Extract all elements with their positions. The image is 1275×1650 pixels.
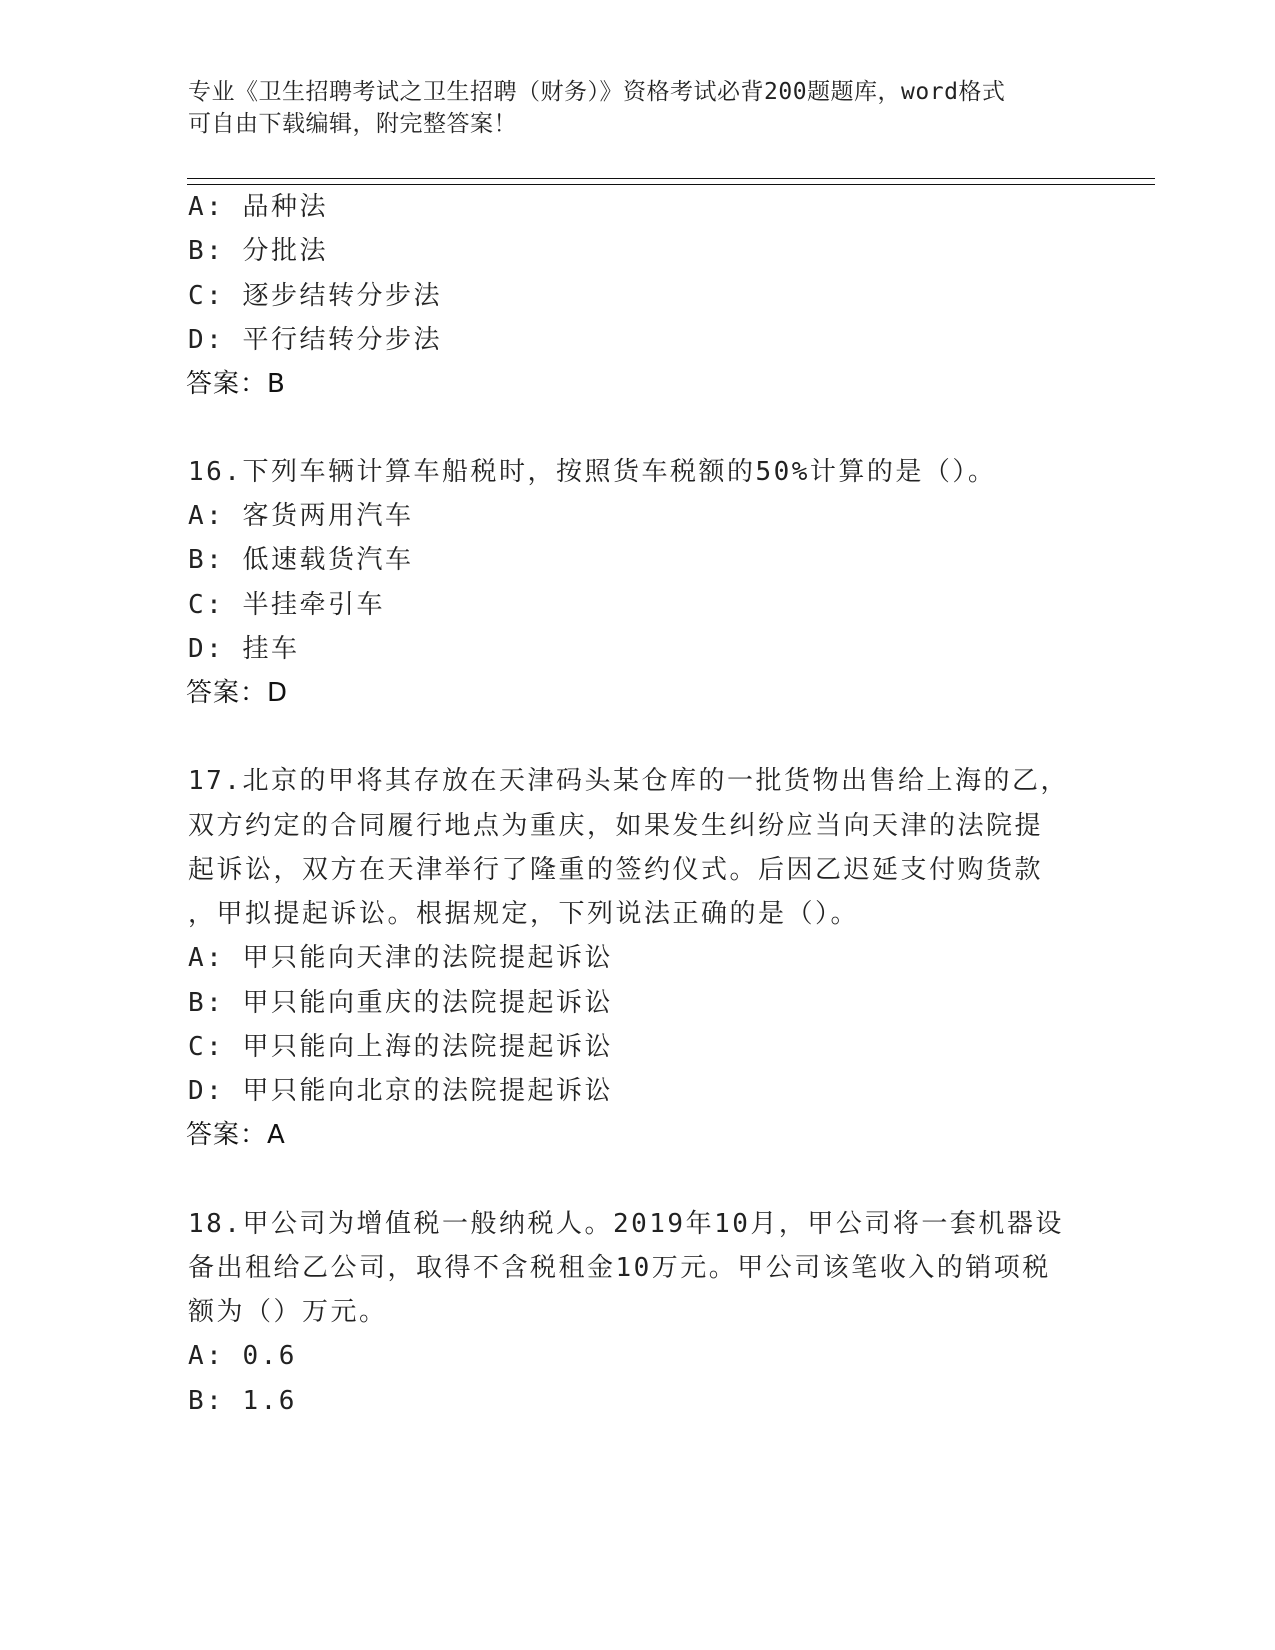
q18-stem-line-2: 备出租给乙公司，取得不含税租金10万元。甲公司该笔收入的销项税 (188, 1253, 1051, 1283)
q15-option-a: A: 品种法 (188, 192, 328, 222)
q16-option-b: B: 低速载货汽车 (188, 545, 414, 575)
q18-stem-line-3: 额为（）万元。 (188, 1297, 388, 1327)
header-rule-top (187, 178, 1155, 179)
q18-stem-line-1: 18.甲公司为增值税一般纳税人。2019年10月，甲公司将一套机器设 (188, 1209, 1064, 1239)
header-line-1: 专业《卫生招聘考试之卫生招聘（财务）》资格考试必背200题题库，word格式 (188, 79, 1006, 105)
q17-answer: 答案：A (186, 1120, 286, 1150)
q17-stem-line-1: 17.北京的甲将其存放在天津码头某仓库的一批货物出售给上海的乙， (188, 766, 1069, 796)
header-line-2: 可自由下载编辑，附完整答案！ (188, 111, 517, 137)
q16-option-c: C: 半挂牵引车 (188, 590, 385, 620)
q17-stem-line-2: 双方约定的合同履行地点为重庆，如果发生纠纷应当向天津的法院提 (188, 811, 1044, 841)
header-rule-bottom (187, 184, 1155, 185)
q15-option-b: B: 分批法 (188, 236, 328, 266)
q17-option-d: D: 甲只能向北京的法院提起诉讼 (188, 1076, 613, 1106)
q16-option-d: D: 挂车 (188, 634, 300, 664)
q16-stem-line-1: 16.下列车辆计算车船税时，按照货车税额的50%计算的是（）。 (188, 457, 997, 487)
q17-option-b: B: 甲只能向重庆的法院提起诉讼 (188, 988, 613, 1018)
q17-stem-line-4: ，甲拟提起诉讼。根据规定，下列说法正确的是（）。 (188, 899, 860, 929)
document-header (188, 76, 1068, 140)
q16-option-a: A: 客货两用汽车 (188, 501, 414, 531)
q18-option-a: A: 0.6 (188, 1341, 297, 1371)
q17-option-a: A: 甲只能向天津的法院提起诉讼 (188, 943, 613, 973)
q16-answer: 答案：D (186, 678, 289, 708)
q15-option-c: C: 逐步结转分步法 (188, 281, 442, 311)
q17-option-c: C: 甲只能向上海的法院提起诉讼 (188, 1032, 613, 1062)
q18-option-b: B: 1.6 (188, 1386, 297, 1416)
q15-answer: 答案：B (186, 369, 286, 399)
q17-stem-line-3: 起诉讼，双方在天津举行了隆重的签约仪式。后因乙迟延支付购货款 (188, 855, 1044, 885)
q15-option-d: D: 平行结转分步法 (188, 325, 442, 355)
